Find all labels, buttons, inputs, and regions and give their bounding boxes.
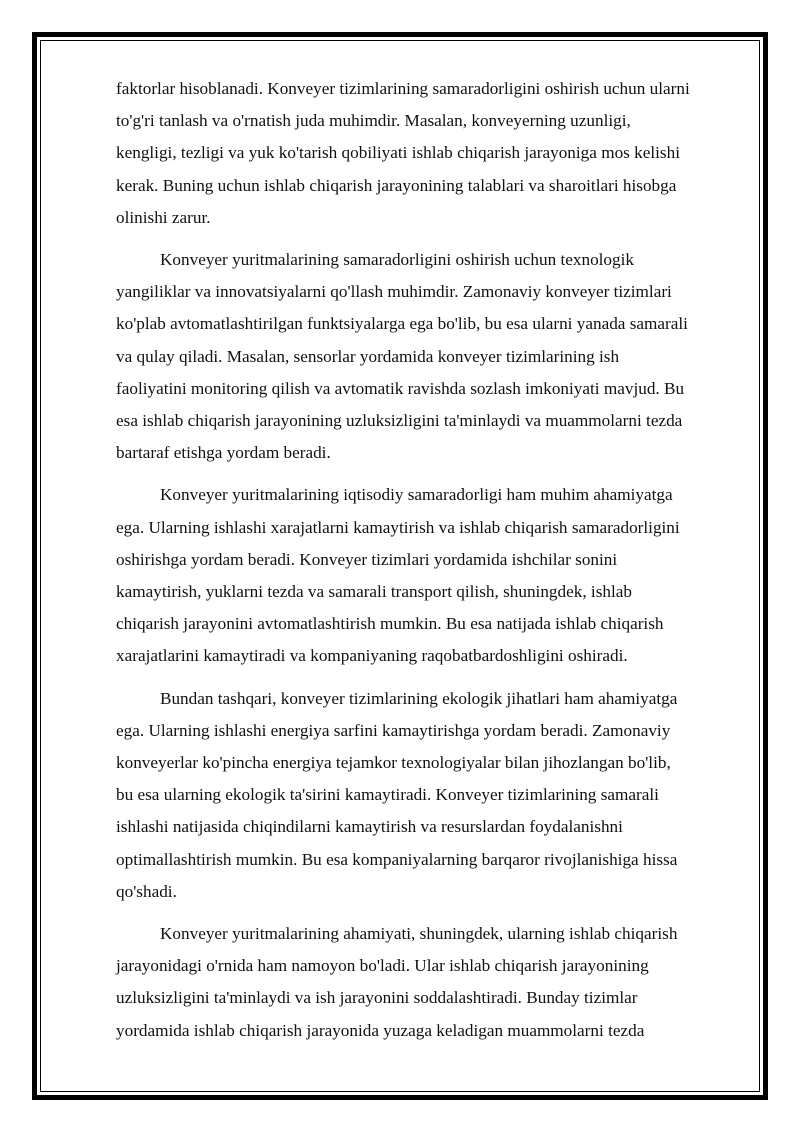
text-line: kamaytirish, yuklarni tezda va samarali transport qilish, shuningdek, ishlab bbox=[116, 582, 632, 602]
text-line: ega. Ularning ishlashi xarajatlarni kamaytirish va ishlab chiqarish samaradorligini bbox=[116, 517, 680, 537]
paragraph bbox=[116, 244, 748, 469]
text-line: yordamida ishlab chiqarish jarayonida yuzaga keladigan muammolarni tezda bbox=[116, 1020, 645, 1040]
text-line: kengligi, tezligi va yuk ko'tarish qobiliyati ishlab chiqarish jarayoniga mos kelishi bbox=[116, 143, 680, 163]
text-line: faoliyatini monitoring qilish va avtomatik ravishda sozlash imkoniyati mavjud. Bu bbox=[116, 378, 685, 398]
text-line: konveyerlar ko'pincha energiya tejamkor texnologiyalar bilan jihozlangan bo'lib, bbox=[116, 753, 671, 773]
paragraph bbox=[116, 918, 748, 1047]
text-line: xarajatlarini kamaytiradi va kompaniyaning raqobatbardoshligini oshiradi. bbox=[116, 646, 628, 666]
text-line: Konveyer yuritmalarining ahamiyati, shuningdek, ularning ishlab chiqarish bbox=[160, 924, 678, 944]
text-line: Konveyer yuritmalarining iqtisodiy samaradorligi ham muhim ahamiyatga bbox=[160, 485, 673, 505]
text-line: yangiliklar va innovatsiyalarni qo'llash muhimdir. Zamonaviy konveyer tizimlari bbox=[116, 282, 672, 302]
text-line: va qulay qiladi. Masalan, sensorlar yordamida konveyer tizimlarining ish bbox=[116, 346, 620, 366]
text-line: bartaraf etishga yordam beradi. bbox=[116, 443, 331, 463]
text-line: jarayonidagi o'rnida ham namoyon bo'ladi. Ular ishlab chiqarish jarayonining bbox=[116, 956, 649, 976]
text-line: uzluksizligini ta'minlaydi va ish jarayonini soddalashtiradi. Bunday tizimlar bbox=[116, 988, 638, 1008]
text-line: ko'plab avtomatlashtirilgan funktsiyalarga ega bo'lib, bu esa ularni yanada samarali bbox=[116, 314, 688, 334]
text-line: faktorlar hisoblanadi. Konveyer tizimlarining samaradorligini oshirish uchun ularni bbox=[116, 79, 690, 98]
text-line: chiqarish jarayonini avtomatlashtirish mumkin. Bu esa natijada ishlab chiqarish bbox=[116, 614, 664, 634]
text-line: qo'shadi. bbox=[116, 881, 177, 901]
paragraph bbox=[116, 479, 748, 672]
text-line: esa ishlab chiqarish jarayonining uzluksizligini ta'minlaydi va muammolarni tezda bbox=[116, 411, 683, 431]
text-line: Konveyer yuritmalarining samaradorligini oshirish uchun texnologik bbox=[160, 250, 634, 270]
paragraph bbox=[116, 683, 748, 908]
text-line: Bundan tashqari, konveyer tizimlarining ekologik jihatlari ham ahamiyatga bbox=[160, 688, 678, 708]
text-line: bu esa ularning ekologik ta'sirini kamaytiradi. Konveyer tizimlarining samarali bbox=[116, 785, 659, 805]
document-body bbox=[116, 73, 748, 1057]
text-line: olinishi zarur. bbox=[116, 207, 211, 227]
paragraph bbox=[116, 73, 748, 234]
text-line: to'g'ri tanlash va o'rnatish juda muhimdir. Masalan, konveyerning uzunligi, bbox=[116, 111, 631, 131]
text-line: ega. Ularning ishlashi energiya sarfini kamaytirishga yordam beradi. Zamonaviy bbox=[116, 720, 671, 740]
text-line: optimallashtirish mumkin. Bu esa kompaniyalarning barqaror rivojlanishiga hissa bbox=[116, 849, 678, 869]
text-line: oshirishga yordam beradi. Konveyer tizimlari yordamida ishchilar sonini bbox=[116, 549, 618, 569]
text-line: ishlashi natijasida chiqindilarni kamaytirish va resurslardan foydalanishni bbox=[116, 817, 623, 837]
text-line: kerak. Buning uchun ishlab chiqarish jarayonining talablari va sharoitlari hisobga bbox=[116, 175, 677, 195]
